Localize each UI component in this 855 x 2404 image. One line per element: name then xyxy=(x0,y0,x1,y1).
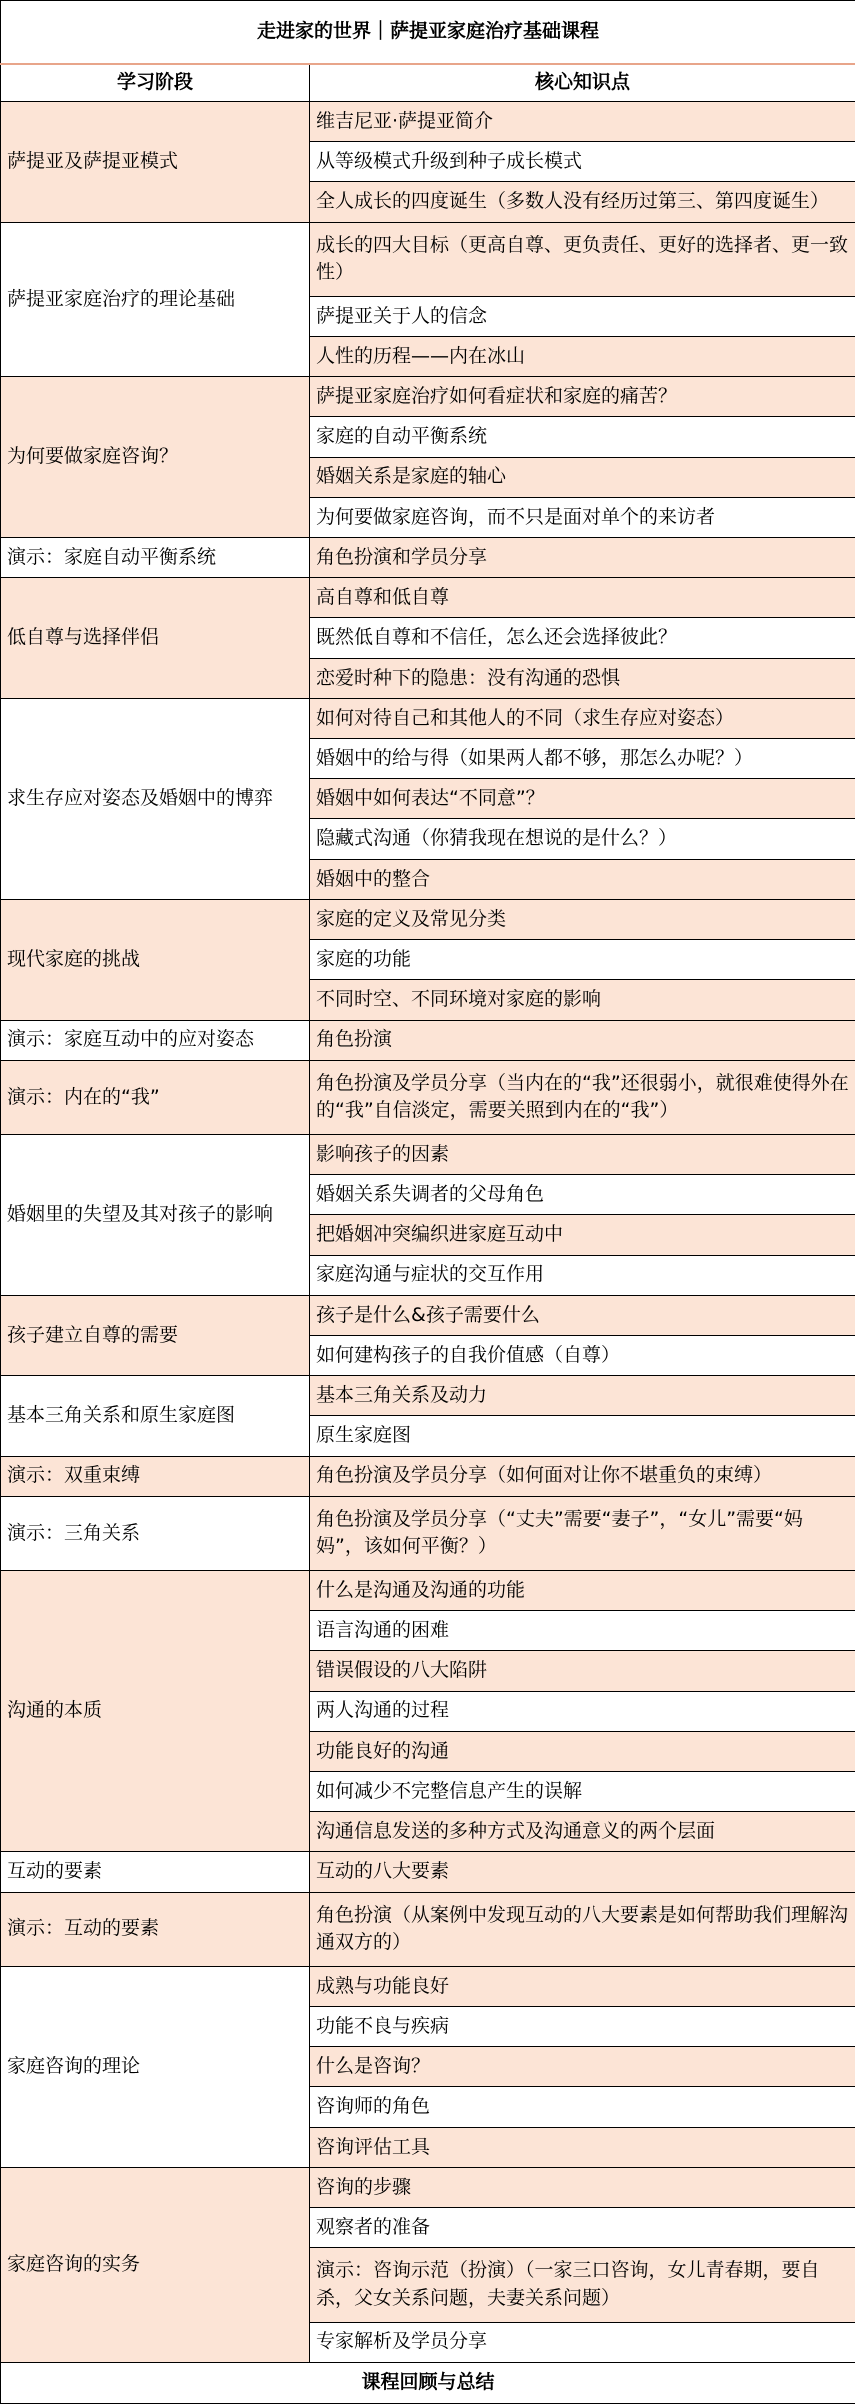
knowledge-point-cell: 咨询评估工具 xyxy=(310,2127,855,2167)
course-body xyxy=(1,102,855,2363)
stage-cell: 现代家庭的挑战 xyxy=(1,899,310,1020)
table-row xyxy=(1,1892,855,1966)
knowledge-point-cell: 专家解析及学员分享 xyxy=(310,2322,855,2362)
knowledge-point-cell: 原生家庭图 xyxy=(310,1416,855,1456)
knowledge-point-cell: 婚姻中如何表达“不同意”？ xyxy=(310,779,855,819)
table-row xyxy=(1,377,855,417)
knowledge-point-cell: 既然低自尊和不信任，怎么还会选择彼此？ xyxy=(310,618,855,658)
knowledge-point-cell: 角色扮演（从案例中发现互动的八大要素是如何帮助我们理解沟通双方的） xyxy=(310,1892,855,1966)
table-row xyxy=(1,1060,855,1134)
knowledge-point-cell: 萨提亚关于人的信念 xyxy=(310,296,855,336)
knowledge-point-cell: 互动的八大要素 xyxy=(310,1852,855,1892)
stage-cell: 基本三角关系和原生家庭图 xyxy=(1,1376,310,1456)
table-row xyxy=(1,222,855,296)
knowledge-point-cell: 从等级模式升级到种子成长模式 xyxy=(310,142,855,182)
stage-cell: 演示：家庭自动平衡系统 xyxy=(1,538,310,578)
table-row xyxy=(1,538,855,578)
title-row xyxy=(1,1,855,65)
stage-cell: 演示：内在的“我” xyxy=(1,1060,310,1134)
stage-cell: 求生存应对姿态及婚姻中的博弈 xyxy=(1,698,310,899)
stage-cell: 家庭咨询的实务 xyxy=(1,2167,310,2362)
table-row xyxy=(1,1295,855,1335)
knowledge-point-cell: 错误假设的八大陷阱 xyxy=(310,1651,855,1691)
knowledge-point-cell: 演示：咨询示范（扮演）（一家三口咨询，女儿青春期，要自杀，父女关系问题，夫妻关系问题） xyxy=(310,2248,855,2322)
header-points: 核心知识点 xyxy=(310,64,855,102)
knowledge-point-cell: 语言沟通的困难 xyxy=(310,1611,855,1651)
knowledge-point-cell: 角色扮演及学员分享（当内在的“我”还很弱小，就很难使得外在的“我”自信淡定，需要关照到内在的“我”） xyxy=(310,1060,855,1134)
knowledge-point-cell: 隐藏式沟通（你猜我现在想说的是什么？） xyxy=(310,819,855,859)
table-row xyxy=(1,1376,855,1416)
table-row xyxy=(1,1020,855,1060)
knowledge-point-cell: 高自尊和低自尊 xyxy=(310,578,855,618)
header-stage: 学习阶段 xyxy=(1,64,310,102)
table-row xyxy=(1,1496,855,1570)
knowledge-point-cell: 婚姻中的给与得（如果两人都不够，那怎么办呢？） xyxy=(310,739,855,779)
header-row xyxy=(1,64,855,102)
knowledge-point-cell: 沟通信息发送的多种方式及沟通意义的两个层面 xyxy=(310,1812,855,1852)
table-row xyxy=(1,1852,855,1892)
knowledge-point-cell: 人性的历程——内在冰山 xyxy=(310,337,855,377)
knowledge-point-cell: 婚姻关系是家庭的轴心 xyxy=(310,457,855,497)
knowledge-point-cell: 家庭沟通与症状的交互作用 xyxy=(310,1255,855,1295)
table-row xyxy=(1,2167,855,2207)
knowledge-point-cell: 如何建构孩子的自我价值感（自尊） xyxy=(310,1335,855,1375)
knowledge-point-cell: 什么是咨询？ xyxy=(310,2047,855,2087)
table-row xyxy=(1,899,855,939)
stage-cell: 孩子建立自尊的需要 xyxy=(1,1295,310,1375)
knowledge-point-cell: 成熟与功能良好 xyxy=(310,1966,855,2006)
knowledge-point-cell: 角色扮演及学员分享（如何面对让你不堪重负的束缚） xyxy=(310,1456,855,1496)
knowledge-point-cell: 全人成长的四度诞生（多数人没有经历过第三、第四度诞生） xyxy=(310,182,855,222)
knowledge-point-cell: 角色扮演及学员分享（“丈夫”需要“妻子”，“女儿”需要“妈妈”，该如何平衡？） xyxy=(310,1496,855,1570)
knowledge-point-cell: 基本三角关系及动力 xyxy=(310,1376,855,1416)
knowledge-point-cell: 家庭的定义及常见分类 xyxy=(310,899,855,939)
knowledge-point-cell: 角色扮演 xyxy=(310,1020,855,1060)
stage-cell: 沟通的本质 xyxy=(1,1571,310,1852)
table-row xyxy=(1,1571,855,1611)
knowledge-point-cell: 恋爱时种下的隐患：没有沟通的恐惧 xyxy=(310,658,855,698)
table-row xyxy=(1,1134,855,1174)
stage-cell: 演示：家庭互动中的应对姿态 xyxy=(1,1020,310,1060)
stage-cell: 为何要做家庭咨询？ xyxy=(1,377,310,538)
knowledge-point-cell: 咨询的步骤 xyxy=(310,2167,855,2207)
knowledge-point-cell: 影响孩子的因素 xyxy=(310,1134,855,1174)
knowledge-point-cell: 把婚姻冲突编织进家庭互动中 xyxy=(310,1215,855,1255)
stage-cell: 演示：互动的要素 xyxy=(1,1892,310,1966)
table-row xyxy=(1,698,855,738)
stage-cell: 演示：三角关系 xyxy=(1,1496,310,1570)
table-row xyxy=(1,1966,855,2006)
stage-cell: 萨提亚家庭治疗的理论基础 xyxy=(1,222,310,377)
knowledge-point-cell: 婚姻中的整合 xyxy=(310,859,855,899)
knowledge-point-cell: 不同时空、不同环境对家庭的影响 xyxy=(310,980,855,1020)
stage-cell: 低自尊与选择伴侣 xyxy=(1,578,310,699)
knowledge-point-cell: 功能不良与疾病 xyxy=(310,2007,855,2047)
knowledge-point-cell: 婚姻关系失调者的父母角色 xyxy=(310,1175,855,1215)
table-row xyxy=(1,1456,855,1496)
stage-cell: 婚姻里的失望及其对孩子的影响 xyxy=(1,1134,310,1295)
stage-cell: 互动的要素 xyxy=(1,1852,310,1892)
knowledge-point-cell: 萨提亚家庭治疗如何看症状和家庭的痛苦？ xyxy=(310,377,855,417)
course-title: 走进家的世界｜萨提亚家庭治疗基础课程 xyxy=(1,1,855,65)
knowledge-point-cell: 什么是沟通及沟通的功能 xyxy=(310,1571,855,1611)
table-row xyxy=(1,102,855,142)
course-summary: 课程回顾与总结 xyxy=(1,2363,855,2404)
knowledge-point-cell: 家庭的自动平衡系统 xyxy=(310,417,855,457)
knowledge-point-cell: 如何减少不完整信息产生的误解 xyxy=(310,1772,855,1812)
stage-cell: 演示：双重束缚 xyxy=(1,1456,310,1496)
knowledge-point-cell: 两人沟通的过程 xyxy=(310,1691,855,1731)
knowledge-point-cell: 维吉尼亚·萨提亚简介 xyxy=(310,102,855,142)
knowledge-point-cell: 角色扮演和学员分享 xyxy=(310,538,855,578)
footer-row xyxy=(1,2363,855,2404)
knowledge-point-cell: 观察者的准备 xyxy=(310,2208,855,2248)
knowledge-point-cell: 孩子是什么&孩子需要什么 xyxy=(310,1295,855,1335)
stage-cell: 萨提亚及萨提亚模式 xyxy=(1,102,310,223)
knowledge-point-cell: 功能良好的沟通 xyxy=(310,1731,855,1771)
knowledge-point-cell: 咨询师的角色 xyxy=(310,2087,855,2127)
knowledge-point-cell: 为何要做家庭咨询，而不只是面对单个的来访者 xyxy=(310,497,855,537)
knowledge-point-cell: 成长的四大目标（更高自尊、更负责任、更好的选择者、更一致性） xyxy=(310,222,855,296)
knowledge-point-cell: 如何对待自己和其他人的不同（求生存应对姿态） xyxy=(310,698,855,738)
table-row xyxy=(1,578,855,618)
stage-cell: 家庭咨询的理论 xyxy=(1,1966,310,2167)
knowledge-point-cell: 家庭的功能 xyxy=(310,940,855,980)
